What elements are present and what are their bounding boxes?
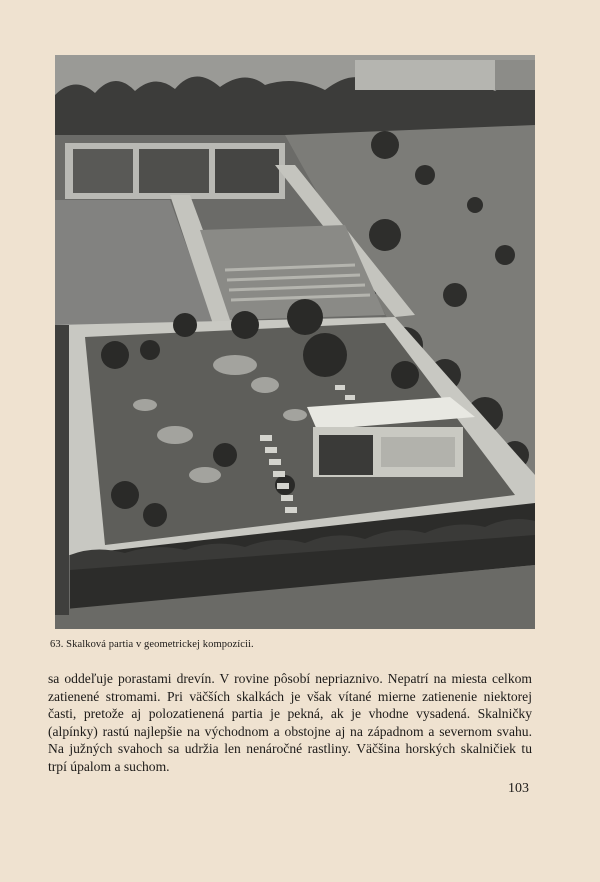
text-line: zatienené stromami. Pri väčších skalkách je však vítané mierne zatienenie niektorej	[48, 688, 532, 704]
figure-caption: 63. Skalková partia v geometrickej kompozícii.	[50, 639, 254, 650]
text-line: časti, pretože aj polozatienená partia je pekná, ak je vhodne vysadená. Skalničky	[48, 706, 532, 722]
garden-photograph	[55, 55, 535, 629]
text-line: Na južných svahoch sa udržia len nenáročné rastliny. Väčšina horských skalničiek tu	[48, 741, 532, 757]
page-number: 103	[508, 781, 529, 796]
text-line: (alpínky) rastú najlepšie na východnom a obstojne aj na západnom a severnom svahu.	[48, 723, 532, 739]
text-line: sa oddeľuje porastami drevín. V rovine pôsobí nepriaznivo. Nepatrí na miesta celkom	[48, 671, 532, 686]
text-line: trpí úpalom a suchom.	[48, 758, 170, 774]
body-paragraph	[48, 670, 532, 776]
